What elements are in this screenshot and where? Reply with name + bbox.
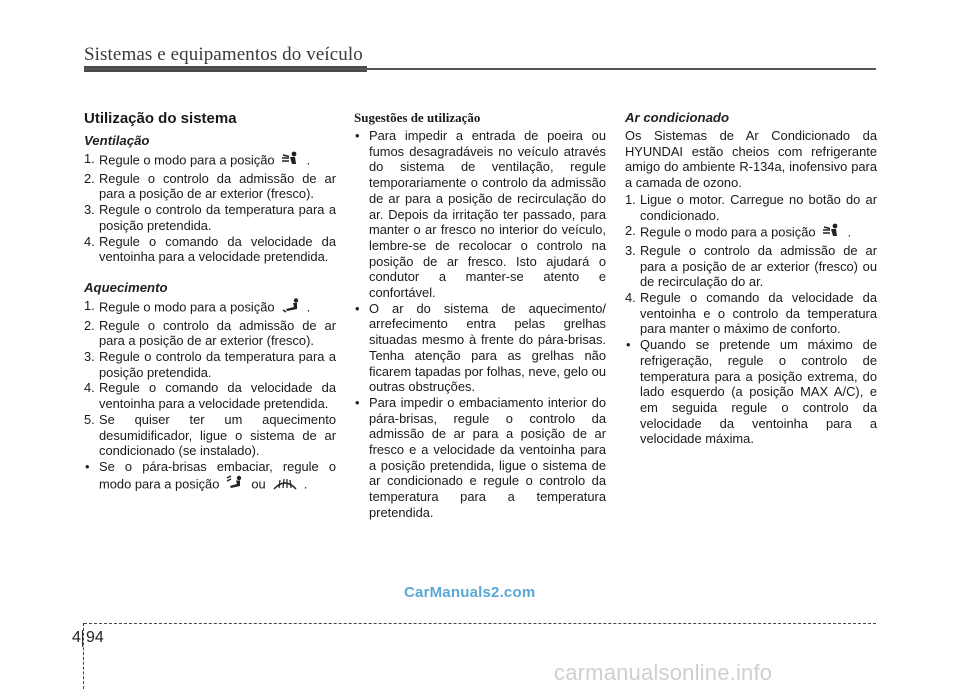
floor-defrost-mode-icon bbox=[225, 475, 245, 495]
list-item: 4. Regule o comando da velocidade da ventoinha para a velocidade pretendida. bbox=[84, 233, 336, 265]
floor-mode-icon bbox=[281, 298, 301, 318]
watermark-link[interactable]: CarManuals2.com bbox=[404, 584, 536, 601]
list-item: 2. Regule o controlo da admissão de ar para a posição de ar exterior (fresco). bbox=[84, 170, 336, 202]
header-title: Sistemas e equipamentos do veículo bbox=[84, 44, 363, 65]
ac-intro: Os Sistemas de Ar Condicionado da HYUNDAI estão cheios com refrigerante amigo do ambiente R-134a, inofensivo para a camada de ozono. bbox=[625, 128, 877, 191]
list-item: 4. Regule o comando da velocidade da ventoinha e o controlo da temperatura para manter o máximo de conforto. bbox=[625, 290, 877, 337]
chapter-number: 4 bbox=[72, 629, 81, 646]
list-item: • Quando se pretende um máximo de refrigeração, regule o controlo de temperatura para a posição extrema, do lado esquerdo (a posição MAX A/C), e em seguida regule o controlo da velocidade da ventoinha para a velocidade máxima. bbox=[626, 337, 877, 447]
list-item: 2. Regule o controlo da admissão de ar para a posição de ar exterior (fresco). bbox=[84, 317, 336, 349]
section-title: Utilização do sistema bbox=[84, 110, 237, 127]
header-rule bbox=[84, 68, 876, 70]
column-2 bbox=[354, 110, 606, 521]
list-item: 4. Regule o comando da velocidade da ventoinha para a velocidade pretendida. bbox=[84, 380, 336, 412]
site-footer: carmanualsonline.info bbox=[554, 660, 773, 685]
column-1 bbox=[84, 110, 336, 494]
footer-vline bbox=[83, 623, 84, 689]
list-item: • O ar do sistema de aquecimento/ arrefecimento entra pelas grelhas situadas mesmo à frente do pára-brisas. Tenha atenção para as grelhas não ficarem tapadas por folhas, neve, gelo ou outras obstruções. bbox=[355, 300, 606, 395]
list-item: • Se o pára-brisas embaciar, regule o modo para a posição ou . bbox=[84, 459, 336, 494]
list-item: • Para impedir a entrada de poeira ou fumos desagradáveis no veículo através do sistema de ventilação, regule temporariamente o controlo da admissão de ar para a posição de recirculação do ar. Depois da irritação ter passado, para manter o ar fresco no interior do veículo, lembre-se de recolocar o controlo na posição de ar fresco. Isto ajudará o condutor a manter-se atento e confortável. bbox=[355, 128, 606, 301]
list-item: 5. Se quiser ter um aquecimento desumidificador, ligue o sistema de ar condicionado (se instalado). bbox=[84, 411, 336, 459]
ac-title: Ar condicionado bbox=[625, 110, 730, 125]
list-item: 1. Regule o modo para a posição . bbox=[84, 151, 336, 171]
heating-title: Aquecimento bbox=[84, 279, 168, 295]
list-item: 1. Regule o modo para a posição . bbox=[84, 298, 336, 318]
windshield-defrost-icon bbox=[272, 475, 298, 495]
list-item: 3. Regule o controlo da temperatura para a posição pretendida. bbox=[84, 202, 336, 233]
tips-title: Sugestões de utilização bbox=[354, 110, 481, 125]
list-item: 3. Regule o controlo da temperatura para a posição pretendida. bbox=[84, 349, 336, 380]
footer-rule bbox=[84, 623, 876, 624]
ventilation-title: Ventilação bbox=[84, 133, 150, 148]
page-divider bbox=[82, 630, 83, 647]
list-item: 2. Regule o modo para a posição . bbox=[625, 223, 877, 243]
list-item: • Para impedir o embaciamento interior do pára-brisas, regule o controlo da admissão de ar para a posição de ar fresco e a velocidade da ventoinha para a posição pretendida, ligue o sistema de ar condicionado e regule o controlo da temperatura para a temperatura pretendida. bbox=[355, 394, 606, 520]
list-item: 3. Regule o controlo da admissão de ar para a posição de ar exterior (fresco) ou de recirculação do ar. bbox=[625, 242, 877, 290]
face-vent-icon bbox=[281, 151, 301, 171]
column-3 bbox=[625, 110, 877, 447]
list-item: 1. Ligue o motor. Carregue no botão do ar condicionado. bbox=[625, 191, 877, 223]
face-vent-icon bbox=[822, 223, 842, 243]
page-number: 94 bbox=[86, 629, 104, 646]
